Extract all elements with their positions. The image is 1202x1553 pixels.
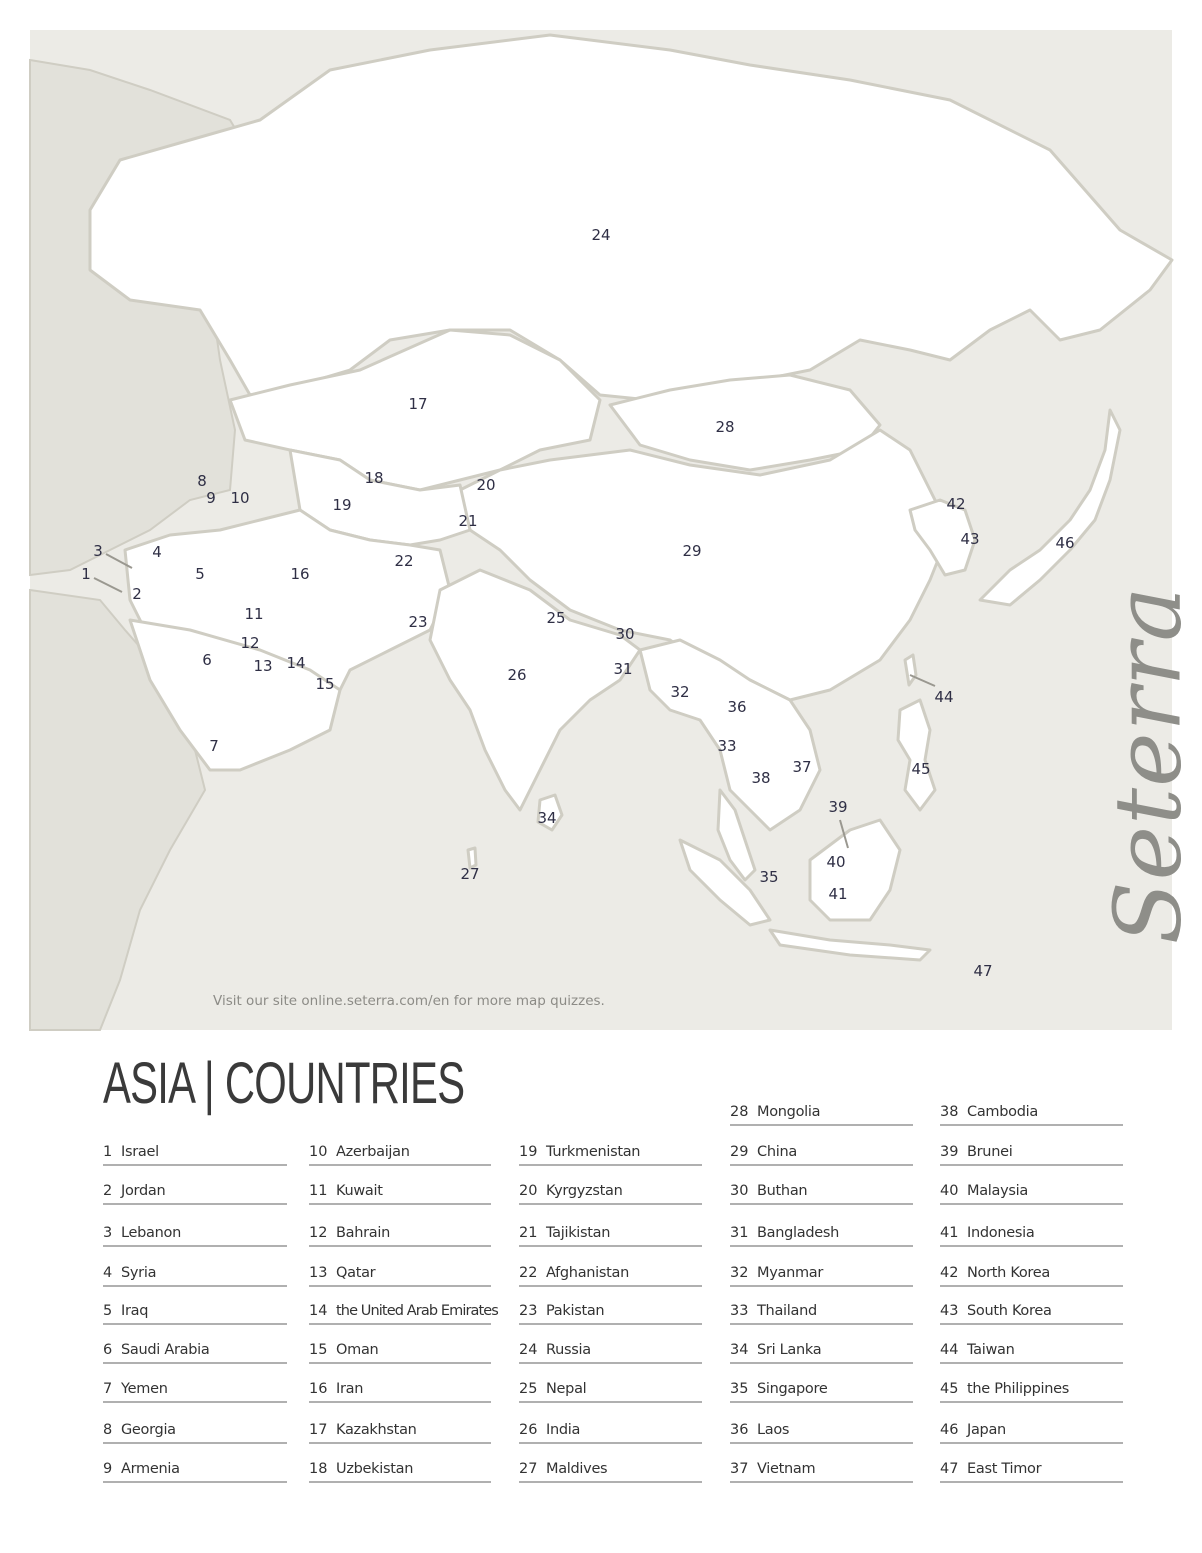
- legend-number: 42: [940, 1265, 959, 1281]
- legend-item: [519, 1211, 702, 1247]
- legend-number: 33: [730, 1303, 749, 1319]
- map-label-north-korea: 42: [946, 495, 966, 513]
- map-label-iran: 16: [290, 565, 310, 583]
- legend-number: 32: [730, 1265, 749, 1281]
- legend-item: [730, 1130, 913, 1166]
- legend-country-name: Taiwan: [967, 1342, 1015, 1358]
- map-label-kuwait: 11: [244, 605, 264, 623]
- legend-number: 7: [103, 1381, 113, 1397]
- legend-number: 16: [309, 1381, 328, 1397]
- legend-number: 3: [103, 1225, 113, 1241]
- legend-country-name: East Timor: [967, 1461, 1042, 1477]
- legend-item: [103, 1328, 287, 1364]
- legend-item: [730, 1328, 913, 1364]
- legend-number: 28: [730, 1104, 749, 1120]
- map-label-sri-lanka: 34: [537, 809, 557, 827]
- map-label-afghanistan: 22: [394, 552, 414, 570]
- legend-item: [519, 1130, 702, 1166]
- legend-country-name: Oman: [336, 1342, 379, 1358]
- legend-number: 24: [519, 1342, 538, 1358]
- legend-item: [730, 1289, 913, 1325]
- map-label-indonesia: 41: [828, 885, 848, 903]
- legend-number: 35: [730, 1381, 749, 1397]
- map-label-russia: 24: [591, 226, 611, 244]
- map-label-oman: 15: [315, 675, 335, 693]
- legend-number: 39: [940, 1144, 959, 1160]
- legend-item: [103, 1408, 287, 1444]
- legend-number: 6: [103, 1342, 113, 1358]
- legend-country-name: Lebanon: [121, 1225, 181, 1241]
- legend-country-name: Bangladesh: [757, 1225, 840, 1241]
- legend-country-name: Georgia: [121, 1422, 176, 1438]
- legend-country-name: Nepal: [546, 1381, 587, 1397]
- map-label-china: 29: [682, 542, 702, 560]
- legend-country-name: Pakistan: [546, 1303, 605, 1319]
- legend-item: [730, 1408, 913, 1444]
- legend-country-name: Myanmar: [757, 1265, 824, 1281]
- legend-country-name: Afghanistan: [546, 1265, 630, 1281]
- map-label-georgia: 8: [197, 472, 207, 490]
- legend-item: [103, 1130, 287, 1166]
- legend-country-name: Cambodia: [967, 1104, 1038, 1120]
- legend-number: 46: [940, 1422, 959, 1438]
- map-svg: [30, 30, 1172, 1030]
- legend-number: 14: [309, 1303, 328, 1319]
- legend-country-name: Brunei: [967, 1144, 1013, 1160]
- legend-country-name: the Philippines: [967, 1381, 1070, 1397]
- country-russia: [90, 35, 1172, 400]
- map-label-qatar: 13: [253, 657, 273, 675]
- legend-item: [103, 1251, 287, 1287]
- legend-item: [519, 1328, 702, 1364]
- legend-item: [309, 1367, 491, 1403]
- legend-item: [940, 1169, 1123, 1205]
- legend-number: 45: [940, 1381, 959, 1397]
- legend-number: 27: [519, 1461, 538, 1477]
- legend-number: 44: [940, 1342, 959, 1358]
- legend-number: 31: [730, 1225, 749, 1241]
- legend-country-name: Syria: [121, 1265, 157, 1281]
- map-label-myanmar: 32: [670, 683, 690, 701]
- legend-country-name: Japan: [967, 1422, 1006, 1438]
- legend-number: 30: [730, 1183, 749, 1199]
- map-label-thailand: 33: [717, 737, 737, 755]
- map-label-bahrain: 12: [240, 634, 260, 652]
- legend-number: 29: [730, 1144, 749, 1160]
- map-label-kyrgyzstan: 20: [476, 476, 496, 494]
- legend-number: 37: [730, 1461, 749, 1477]
- legend-country-name: Russia: [546, 1342, 591, 1358]
- map-label-mongolia: 28: [715, 418, 735, 436]
- legend-number: 22: [519, 1265, 538, 1281]
- map-label-brunei: 39: [828, 798, 848, 816]
- legend-country-name: Qatar: [336, 1265, 376, 1281]
- map-label-pakistan: 23: [408, 613, 428, 631]
- legend-item: [309, 1211, 491, 1247]
- legend-item: [519, 1289, 702, 1325]
- legend-item: [519, 1447, 702, 1483]
- legend-country-name: Laos: [757, 1422, 790, 1438]
- legend-country-name: South Korea: [967, 1303, 1052, 1319]
- map-label-tajikistan: 21: [458, 512, 478, 530]
- map-label-turkmenistan: 19: [332, 496, 352, 514]
- legend-number: 43: [940, 1303, 959, 1319]
- legend-number: 21: [519, 1225, 538, 1241]
- legend-country-name: Iran: [336, 1381, 364, 1397]
- philippines-islands: [898, 700, 935, 810]
- legend-item: [730, 1211, 913, 1247]
- legend-item: [730, 1169, 913, 1205]
- legend-item: [309, 1251, 491, 1287]
- map-label-south-korea: 43: [960, 530, 980, 548]
- map-label-japan: 46: [1055, 534, 1075, 552]
- legend-country-name: Kuwait: [336, 1183, 383, 1199]
- legend-item: [519, 1408, 702, 1444]
- legend-number: 26: [519, 1422, 538, 1438]
- legend-item: [940, 1408, 1123, 1444]
- legend-number: 1: [103, 1144, 113, 1160]
- legend-item: [103, 1169, 287, 1205]
- legend-country-name: Israel: [121, 1144, 159, 1160]
- legend-country-name: Thailand: [757, 1303, 817, 1319]
- legend-number: 34: [730, 1342, 749, 1358]
- legend-number: 25: [519, 1381, 538, 1397]
- map-label-nepal: 25: [546, 609, 566, 627]
- legend-item: [940, 1447, 1123, 1483]
- map-label-azerbaijan: 10: [230, 489, 250, 507]
- legend-country-name: Indonesia: [967, 1225, 1035, 1241]
- legend-country-name: Uzbekistan: [336, 1461, 414, 1477]
- legend-item: [730, 1447, 913, 1483]
- map-label-malaysia: 40: [826, 853, 846, 871]
- legend-item: [940, 1130, 1123, 1166]
- legend-item: [730, 1251, 913, 1287]
- map-label-saudi-arabia: 6: [202, 651, 212, 669]
- legend-country-name: Yemen: [121, 1381, 168, 1397]
- map-label-jordan: 2: [132, 585, 142, 603]
- legend-number: 8: [103, 1422, 113, 1438]
- leader-line-1: [94, 578, 122, 592]
- legend-country-name: Iraq: [121, 1303, 149, 1319]
- legend-item: [940, 1367, 1123, 1403]
- legend-country-name: Saudi Arabia: [121, 1342, 210, 1358]
- legend-country-name: Armenia: [121, 1461, 180, 1477]
- map-label-uae: 14: [286, 654, 306, 672]
- legend-country-name: Kyrgyzstan: [546, 1183, 623, 1199]
- legend-item: [730, 1090, 913, 1126]
- map-footer-text: Visit our site online.seterra.com/en for more map quizzes.: [213, 993, 605, 1009]
- legend-item: [103, 1289, 287, 1325]
- map-label-lebanon: 3: [93, 542, 103, 560]
- legend-number: 10: [309, 1144, 328, 1160]
- legend-item: [103, 1367, 287, 1403]
- map-label-armenia: 9: [206, 489, 216, 507]
- legend-number: 17: [309, 1422, 328, 1438]
- legend-item: [309, 1289, 498, 1325]
- map-label-kazakhstan: 17: [408, 395, 428, 413]
- legend-country-name: Malaysia: [967, 1183, 1028, 1199]
- legend-country-name: Singapore: [757, 1381, 828, 1397]
- legend-country-name: China: [757, 1144, 797, 1160]
- japan-islands: [980, 410, 1120, 605]
- legend-country-name: Kazakhstan: [336, 1422, 417, 1438]
- legend-number: 15: [309, 1342, 328, 1358]
- legend-item: [309, 1130, 491, 1166]
- legend-item: [940, 1251, 1123, 1287]
- map-label-bangladesh: 31: [613, 660, 633, 678]
- map-label-iraq: 5: [195, 565, 205, 583]
- legend-country-name: North Korea: [967, 1265, 1050, 1281]
- legend-item: [103, 1211, 287, 1247]
- legend-item: [309, 1328, 491, 1364]
- legend-country-name: Turkmenistan: [546, 1144, 641, 1160]
- map-label-syria: 4: [152, 543, 162, 561]
- legend-number: 9: [103, 1461, 113, 1477]
- legend-number: 41: [940, 1225, 959, 1241]
- legend-country-name: Tajikistan: [546, 1225, 611, 1241]
- map-label-israel: 1: [81, 565, 91, 583]
- country-taiwan: [905, 655, 916, 685]
- map-label-taiwan: 44: [934, 688, 954, 706]
- map-label-philippines: 45: [911, 760, 931, 778]
- legend-item: [519, 1367, 702, 1403]
- seterra-logo: Seterra: [1094, 585, 1202, 945]
- legend-number: 47: [940, 1461, 959, 1477]
- legend-number: 2: [103, 1183, 113, 1199]
- map-label-yemen: 7: [209, 737, 219, 755]
- legend-number: 18: [309, 1461, 328, 1477]
- legend-number: 38: [940, 1104, 959, 1120]
- legend-item: [940, 1328, 1123, 1364]
- map-label-maldives: 27: [460, 865, 480, 883]
- legend-item: [940, 1090, 1123, 1126]
- legend-country-name: Mongolia: [757, 1104, 821, 1120]
- legend-country-name: Sri Lanka: [757, 1342, 822, 1358]
- borneo-island: [810, 820, 900, 920]
- map-label-singapore: 35: [759, 868, 779, 886]
- legend-country-name: Bahrain: [336, 1225, 390, 1241]
- map-label-laos: 36: [727, 698, 747, 716]
- map-label-vietnam: 37: [792, 758, 812, 776]
- legend-number: 36: [730, 1422, 749, 1438]
- legend-number: 23: [519, 1303, 538, 1319]
- legend-country-name: Jordan: [121, 1183, 166, 1199]
- legend-country-name: Maldives: [546, 1461, 608, 1477]
- legend-item: [309, 1447, 491, 1483]
- map-label-cambodia: 38: [751, 769, 771, 787]
- legend-number: 4: [103, 1265, 113, 1281]
- page-title: ASIA | COUNTRIES: [103, 1051, 465, 1116]
- map-panel: [30, 30, 1202, 1030]
- legend-item: [519, 1251, 702, 1287]
- legend-item: [519, 1169, 702, 1205]
- legend-country-name: the United Arab Emirates: [336, 1303, 498, 1319]
- legend-country-name: Azerbaijan: [336, 1144, 410, 1160]
- map-label-india: 26: [507, 666, 527, 684]
- legend-number: 40: [940, 1183, 959, 1199]
- legend-item: [103, 1447, 287, 1483]
- legend-number: 20: [519, 1183, 538, 1199]
- legend-number: 11: [309, 1183, 328, 1199]
- map-label-east-timor: 47: [973, 962, 993, 980]
- legend-number: 19: [519, 1144, 538, 1160]
- legend-item: [940, 1289, 1123, 1325]
- legend-country-name: Vietnam: [757, 1461, 816, 1477]
- legend-item: [940, 1211, 1123, 1247]
- legend-number: 13: [309, 1265, 328, 1281]
- legend-item: [309, 1169, 491, 1205]
- legend-country-name: Buthan: [757, 1183, 808, 1199]
- map-label-buthan: 30: [615, 625, 635, 643]
- legend-number: 5: [103, 1303, 113, 1319]
- legend-country-name: India: [546, 1422, 581, 1438]
- legend-item: [309, 1408, 491, 1444]
- legend-item: [730, 1367, 913, 1403]
- map-label-uzbekistan: 18: [364, 469, 384, 487]
- legend-number: 12: [309, 1225, 328, 1241]
